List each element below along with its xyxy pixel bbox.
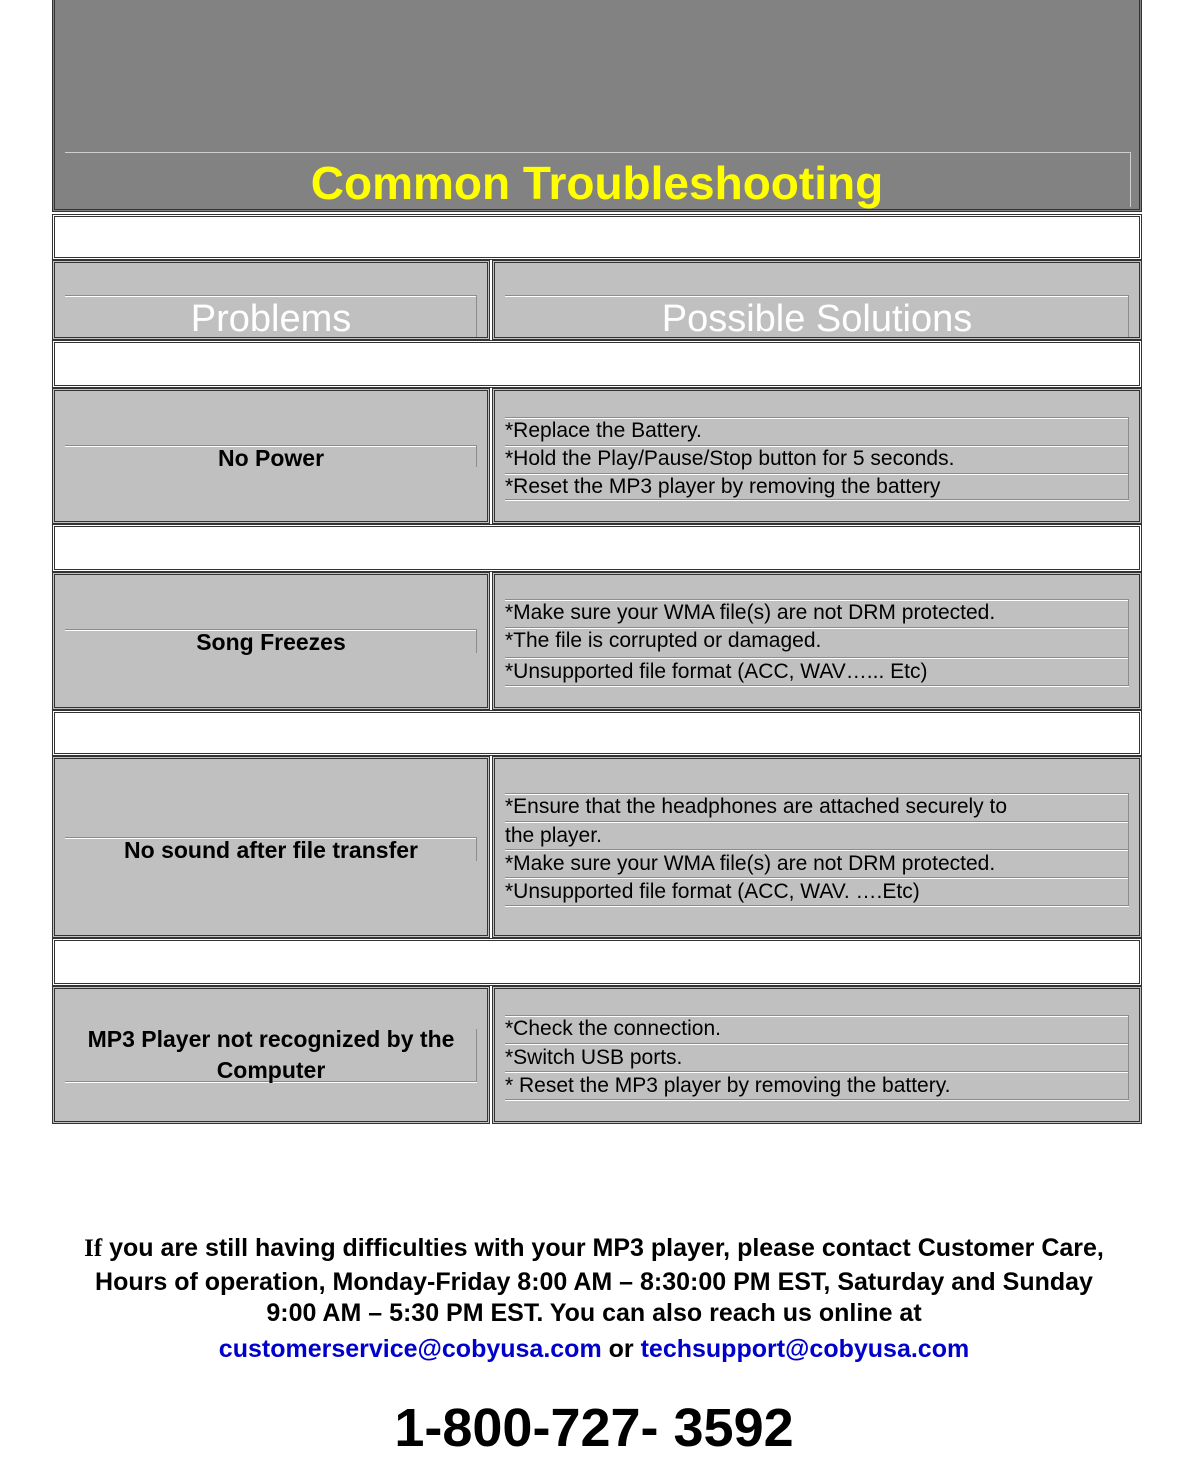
solution-line: *Replace the Battery. [505, 419, 702, 442]
solution-line: *Check the connection. [505, 1017, 721, 1040]
spacer-row [52, 710, 1142, 756]
problem-cell [52, 756, 490, 938]
solution-line: * Reset the MP3 player by removing the battery. [505, 1074, 951, 1097]
problem-cell [52, 986, 490, 1124]
problem-not-recognized-line1: MP3 Player not recognized by the [87, 1026, 455, 1052]
footer-or: or [601, 1335, 641, 1363]
solution-line: *The file is corrupted or damaged. [505, 629, 822, 652]
page-title: Common Troubleshooting [310, 157, 884, 209]
header-problems: Problems [190, 298, 352, 340]
footer-contact-line [0, 1333, 1188, 1365]
solution-line: *Make sure your WMA file(s) are not DRM protected. [505, 852, 996, 875]
problem-no-power: No Power [217, 445, 325, 471]
email-link-techsupport[interactable]: techsupport@cobyusa.com [640, 1335, 970, 1363]
spacer-row [52, 214, 1142, 260]
solution-line: *Hold the Play/Pause/Stop button for 5 seconds. [505, 447, 955, 470]
solution-cell [492, 986, 1142, 1124]
spacer-row [52, 524, 1142, 572]
problem-no-sound: No sound after file transfer [124, 837, 418, 863]
solution-cell [492, 756, 1142, 938]
solution-line: *Make sure your WMA file(s) are not DRM protected. [505, 601, 996, 624]
solution-cell [492, 572, 1142, 710]
header-problems-cell [52, 260, 490, 340]
solution-line: *Reset the MP3 player by removing the battery [505, 475, 941, 498]
solution-line: *Switch USB ports. [505, 1046, 683, 1069]
spacer-row [52, 938, 1142, 986]
solution-line: the player. [505, 824, 602, 847]
footer-if: If [84, 1235, 103, 1262]
footer-line-1-text: you are still having difficulties with your MP3 player, please contact Customer Care, [102, 1234, 1104, 1262]
problem-cell [52, 388, 490, 524]
problem-not-recognized-line2: Computer [216, 1057, 326, 1083]
solution-line: *Unsupported file format (ACC, WAV. ….Etc) [505, 880, 920, 903]
solution-cell [492, 388, 1142, 524]
title-banner [52, 0, 1142, 212]
footer-line-1 [0, 1232, 1188, 1265]
footer-line-3: 9:00 AM – 5:30 PM EST. You can also reach us online at [266, 1299, 922, 1327]
footer-line-2: Hours of operation, Monday-Friday 8:00 AM – 8:30:00 PM EST, Saturday and Sunday [95, 1268, 1093, 1296]
solution-line: *Ensure that the headphones are attached securely to [505, 795, 1008, 818]
email-link-customerservice[interactable]: customerservice@cobyusa.com [218, 1335, 602, 1363]
phone-number: 1-800-727- 3592 [394, 1398, 794, 1458]
header-solutions-cell [492, 260, 1142, 340]
problem-cell [52, 572, 490, 710]
header-solutions: Possible Solutions [661, 298, 973, 340]
problem-song-freezes: Song Freezes [196, 629, 346, 655]
solution-line: *Unsupported file format (ACC, WAV…... Etc) [505, 660, 928, 683]
spacer-row [52, 340, 1142, 388]
